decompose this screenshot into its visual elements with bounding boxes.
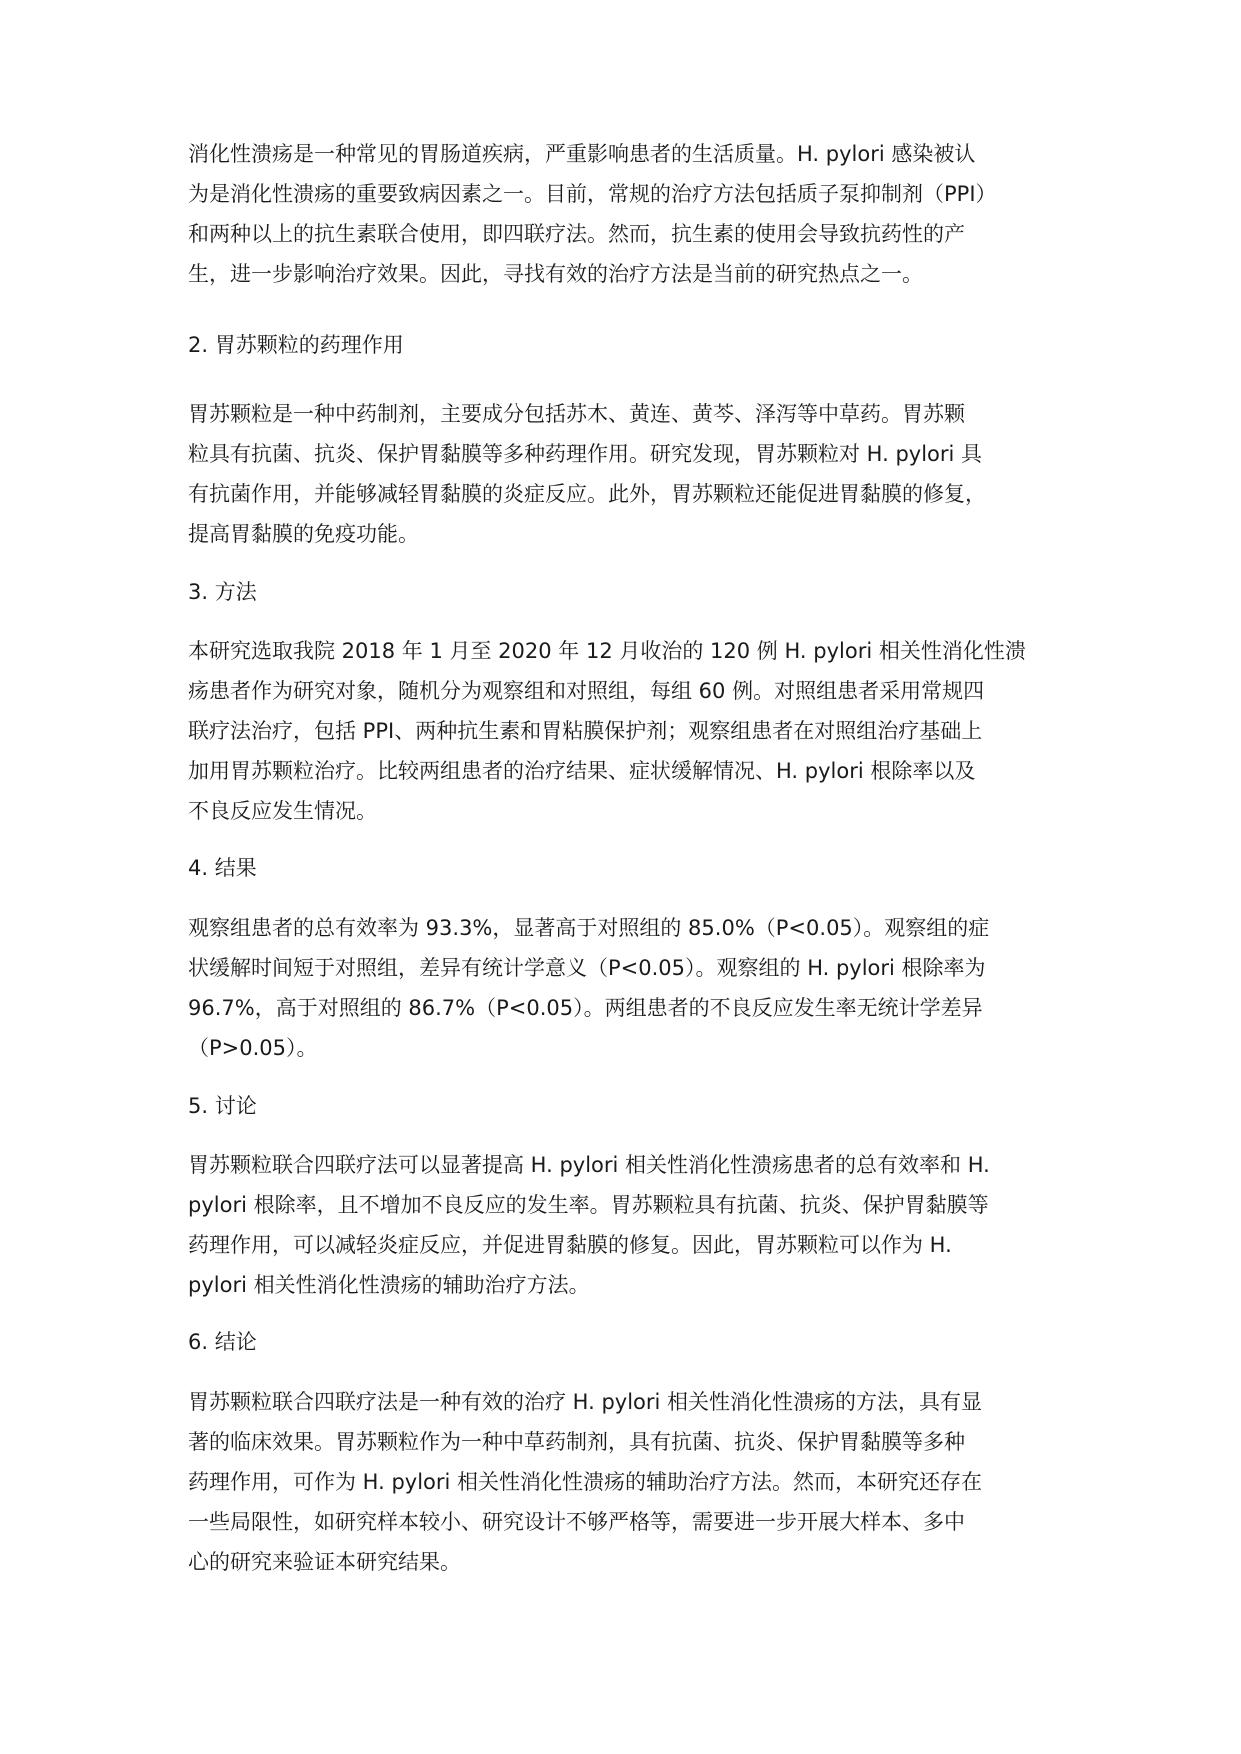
- section-heading: 6. 结论: [188, 1330, 257, 1354]
- paragraph-line: 有抗菌作用，并能够减轻胃黏膜的炎症反应。此外，胃苏颗粒还能促进胃黏膜的修复，: [188, 482, 986, 506]
- paragraph-line: 疡患者作为研究对象，随机分为观察组和对照组，每组 60 例。对照组患者采用常规四: [188, 679, 985, 703]
- paragraph-line: pylori 根除率，且不增加不良反应的发生率。胃苏颗粒具有抗菌、抗炎、保护胃黏膜等: [188, 1193, 989, 1217]
- paragraph-line: 加用胃苏颗粒治疗。比较两组患者的治疗结果、症状缓解情况、H. pylori 根除率以及: [188, 759, 976, 783]
- paragraph-line: 一些局限性，如研究样本较小、研究设计不够严格等，需要进一步开展大样本、多中: [188, 1510, 965, 1534]
- paragraph-line: 胃苏颗粒是一种中药制剂，主要成分包括苏木、黄连、黄芩、泽泻等中草药。胃苏颗: [188, 402, 965, 426]
- paragraph-line: 不良反应发生情况。: [188, 799, 377, 823]
- paragraph-line: 药理作用，可作为 H. pylori 相关性消化性溃疡的辅助治疗方法。然而，本研究还存在: [188, 1470, 983, 1494]
- paragraph-line: 消化性溃疡是一种常见的胃肠道疾病，严重影响患者的生活质量。H. pylori 感染被认: [188, 142, 976, 166]
- paragraph-line: 生，进一步影响治疗效果。因此，寻找有效的治疗方法是当前的研究热点之一。: [188, 262, 923, 286]
- paragraph-line: 本研究选取我院 2018 年 1 月至 2020 年 12 月收治的 120 例 H. pylori 相关性消化性溃: [188, 639, 1026, 663]
- section-heading: 3. 方法: [188, 580, 257, 604]
- paragraph-line: 著的临床效果。胃苏颗粒作为一种中草药制剂，具有抗菌、抗炎、保护胃黏膜等多种: [188, 1430, 965, 1454]
- paragraph-line: 为是消化性溃疡的重要致病因素之一。目前，常规的治疗方法包括质子泵抑制剂（PPI）: [188, 182, 997, 206]
- paragraph-line: （P>0.05）。: [188, 1036, 318, 1060]
- paragraph-line: 胃苏颗粒联合四联疗法是一种有效的治疗 H. pylori 相关性消化性溃疡的方法，具有显: [188, 1390, 983, 1414]
- paragraph-line: 提高胃黏膜的免疫功能。: [188, 522, 419, 546]
- section-heading: 5. 讨论: [188, 1094, 257, 1118]
- paragraph-line: 状缓解时间短于对照组，差异有统计学意义（P<0.05）。观察组的 H. pylori 根除率为: [188, 956, 986, 980]
- section-heading: 2. 胃苏颗粒的药理作用: [188, 333, 404, 357]
- paragraph-line: 粒具有抗菌、抗炎、保护胃黏膜等多种药理作用。研究发现，胃苏颗粒对 H. pylori 具: [188, 442, 983, 466]
- paragraph-line: 和两种以上的抗生素联合使用，即四联疗法。然而，抗生素的使用会导致抗药性的产: [188, 222, 965, 246]
- paragraph-line: 联疗法治疗，包括 PPI、两种抗生素和胃粘膜保护剂；观察组患者在对照组治疗基础上: [188, 719, 983, 743]
- paragraph-line: 胃苏颗粒联合四联疗法可以显著提高 H. pylori 相关性消化性溃疡患者的总有效率和 H.: [188, 1153, 990, 1177]
- paragraph-line: pylori 相关性消化性溃疡的辅助治疗方法。: [188, 1273, 590, 1297]
- paragraph-line: 心的研究来验证本研究结果。: [188, 1550, 461, 1574]
- section-heading: 4. 结果: [188, 856, 257, 880]
- paragraph-line: 96.7%，高于对照组的 86.7%（P<0.05）。两组患者的不良反应发生率无统计学差异: [188, 996, 983, 1020]
- paragraph-line: 药理作用，可以减轻炎症反应，并促进胃黏膜的修复。因此，胃苏颗粒可以作为 H.: [188, 1233, 952, 1257]
- paragraph-line: 观察组患者的总有效率为 93.3%，显著高于对照组的 85.0%（P<0.05）。观察组的症: [188, 916, 990, 940]
